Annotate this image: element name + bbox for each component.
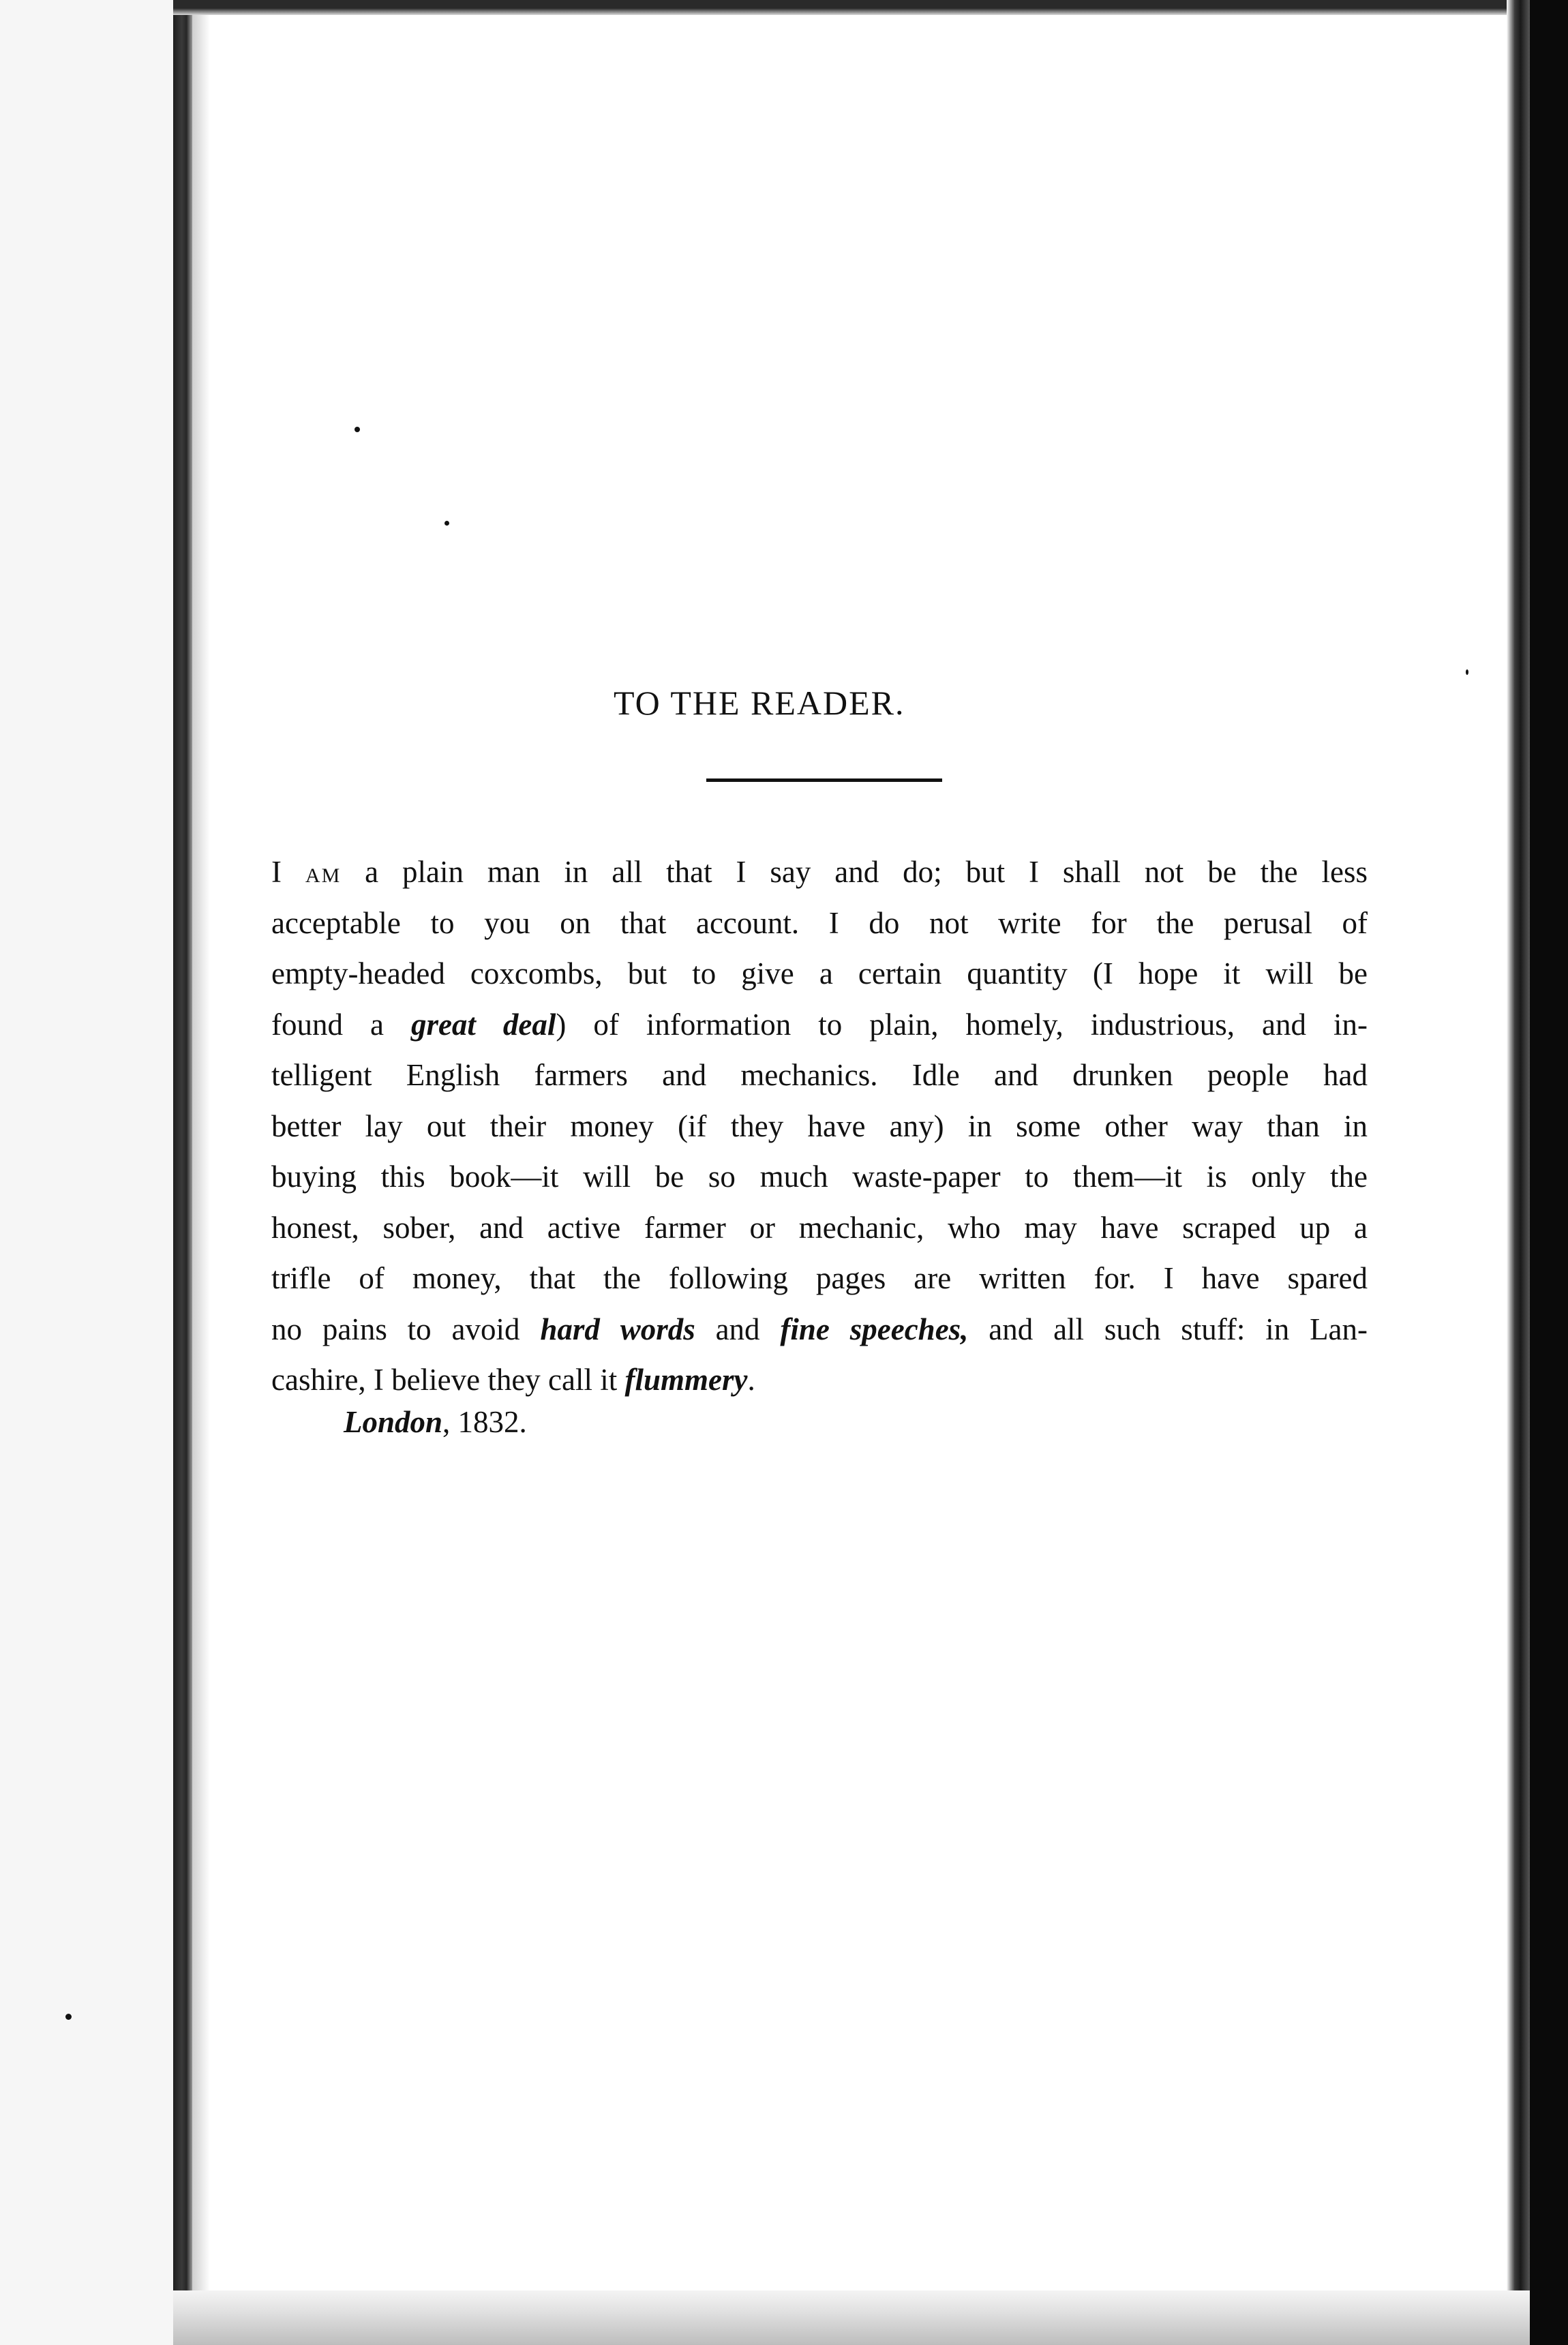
text-run: telligent English farmers and mechanics. Idle and drunken people had [271, 1058, 1368, 1092]
scan-background-right [1530, 0, 1568, 2345]
text-line [271, 1304, 1368, 1355]
page-heading: TO THE READER. [614, 683, 905, 722]
text-run: empty-headed coxcombs, but to give a certain quantity (I hope it will be [271, 956, 1368, 990]
text-run: trifle of money, that the following pages are written for. I have spared [271, 1261, 1368, 1295]
text-run: found a [271, 1007, 411, 1042]
text-line [271, 898, 1368, 949]
ink-speck [444, 521, 449, 526]
ink-speck [65, 2014, 72, 2020]
text-run: a plain man in all that I say and do; but I shall not be the less [341, 855, 1368, 889]
text-run: . [747, 1363, 755, 1397]
bottom-page-edge [173, 2290, 1530, 2345]
text-line [271, 948, 1368, 999]
text-run: and all such stuff: in Lan- [968, 1312, 1368, 1346]
ink-speck [355, 427, 360, 432]
italic-text: hard words [540, 1312, 695, 1346]
signature-line [344, 1404, 527, 1440]
text-line [271, 1355, 1368, 1406]
text-run: no pains to avoid [271, 1312, 541, 1346]
text-run: better lay out their money (if they have any) in some other way than in [271, 1108, 1368, 1143]
text-run: buying this book—it will be so much waste-paper to them—it is only the [271, 1160, 1368, 1194]
italic-text: great deal [410, 1007, 556, 1042]
text-line [271, 1151, 1368, 1202]
ink-speck [1466, 669, 1468, 675]
signature-date: , 1832. [442, 1405, 527, 1439]
right-page-edge [1507, 0, 1530, 2345]
top-page-edge [173, 0, 1530, 15]
heading-rule [706, 778, 942, 782]
text-run: honest, sober, and active farmer or mechanic, who may have scraped up a [271, 1210, 1368, 1245]
text-run: cashire, I believe they call it [271, 1363, 625, 1397]
body-paragraph [271, 847, 1368, 1406]
binding-gutter [173, 0, 192, 2345]
text-line [271, 1253, 1368, 1304]
text-line [271, 999, 1368, 1050]
text-line [271, 1101, 1368, 1152]
italic-text: fine speeches, [780, 1312, 969, 1346]
italic-text: flummery [624, 1363, 748, 1397]
text-line [271, 1050, 1368, 1101]
smallcaps-text: AM [305, 864, 342, 887]
facing-page-edge [0, 0, 176, 2345]
text-line [271, 847, 1368, 898]
text-run: and [695, 1312, 781, 1346]
text-run: ) of information to plain, homely, industrious, and in- [556, 1007, 1368, 1042]
text-run: I [271, 855, 305, 889]
signature-place: London [344, 1405, 443, 1439]
gutter-shadow [192, 0, 210, 2345]
text-line [271, 1202, 1368, 1254]
text-run: acceptable to you on that account. I do not write for the perusal of [271, 905, 1368, 940]
